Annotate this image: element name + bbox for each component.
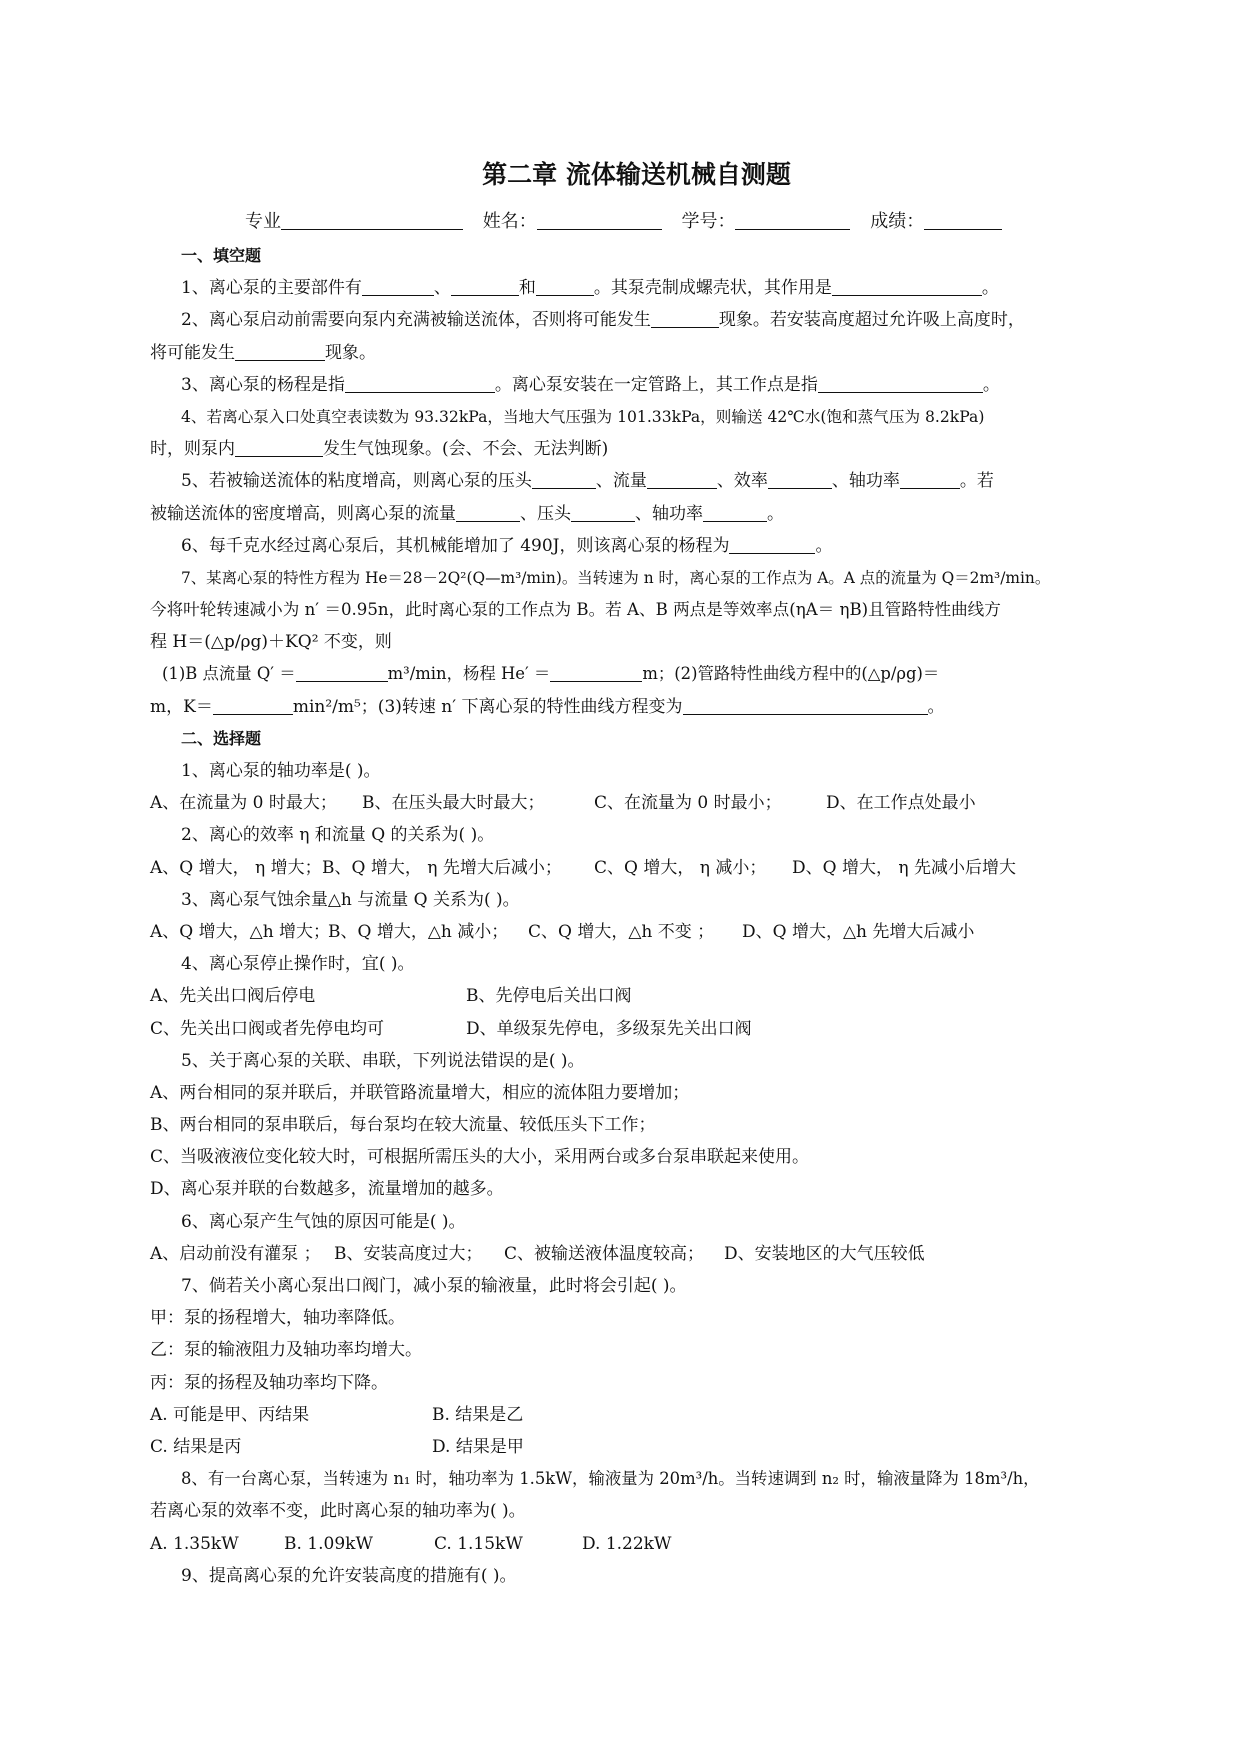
answer-blank[interactable] [703,504,767,522]
fill-q2 [150,304,1093,336]
answer-blank[interactable] [456,504,520,522]
score-label: 成绩： [870,211,925,232]
text: 现象。 [325,342,376,363]
answer-blank[interactable] [832,278,982,296]
fill-q7-sub2 [150,691,1093,723]
fill-q4-cont [150,433,1093,465]
option-b[interactable]: B、Q 增大， η 先增大后减小； [322,857,562,878]
student-id-blank[interactable] [735,210,850,230]
choice-q4: 4、离心泵停止操作时，宜( )。 [181,954,415,975]
option-c[interactable]: C、Q 增大， η 减小； [594,857,767,878]
student-id-field[interactable] [681,204,850,240]
text: 、压头 [520,503,571,524]
choice-q4-options-1 [150,980,1093,1012]
answer-blank[interactable] [729,536,815,554]
choice-q3: 3、离心泵气蚀余量△h 与流量 Q 关系为( )。 [181,889,520,910]
option-d[interactable]: D、在工作点处最小 [826,793,976,814]
fill-q7-sub1 [150,658,1093,690]
name-label: 姓名： [482,211,537,232]
option-b[interactable]: B. 1.09kW [284,1533,373,1554]
text: 今将叶轮转速减小为 n′ ＝0.95n，此时离心泵的工作点为 B。若 A、B 两点是等效率点(ηA＝ ηB)且管路特性曲线方 [150,600,1001,620]
fill-q7-cont1 [150,594,1093,626]
option-a[interactable]: A、先关出口阀后停电 [150,986,316,1007]
answer-blank[interactable] [532,471,596,489]
option-c[interactable]: C、先关出口阀或者先停电均可 [150,1018,385,1039]
option-a[interactable]: A、Q 增大， η 增大； [150,857,322,878]
statement-yi: 乙：泵的输液阻力及轴功率均增大。 [150,1340,422,1361]
text: m；(2)管路特性曲线方程中的(△p/ρg)＝ [642,664,940,684]
option-b[interactable]: B、两台相同的泵串联后，每台泵均在较大流量、较低压头下工作； [150,1115,656,1136]
answer-blank[interactable] [550,664,642,682]
text: 、轴功率 [635,503,703,524]
text: 1、离心泵的主要部件有 [181,278,362,299]
answer-blank[interactable] [683,697,928,715]
fill-q5-cont [150,498,1093,530]
option-c[interactable]: C. 1.15kW [434,1533,523,1554]
text: 5、若被输送流体的粘度增高，则离心泵的压头 [181,471,532,492]
choice-q7-options-1 [150,1399,1093,1431]
choice-q8-options [150,1528,1093,1560]
name-field[interactable] [483,204,662,240]
option-c[interactable]: C、被输送液体温度较高； [504,1243,705,1264]
fill-q7-cont2 [150,626,1093,658]
option-d[interactable]: D. 结果是甲 [432,1436,524,1457]
option-d[interactable]: D、离心泵并联的台数越多，流量增加的越多。 [150,1179,504,1200]
text: min²/m⁵；(3)转速 n′ 下离心泵的特性曲线方程变为 [292,696,683,717]
page-title: 第二章 流体输送机械自测题 [482,160,791,189]
text: 7、某离心泵的特性方程为 He＝28－2Q²(Q—m³/min)。当转速为 n 时，离心泵的工作点为 A。A 点的流量为 Q＝2m³/min。 [181,568,1051,587]
option-a[interactable]: A、两台相同的泵并联后，并联管路流量增大，相应的流体阻力要增加； [150,1082,690,1103]
student-id-label: 学号： [681,211,736,232]
major-label: 专业 [245,211,281,232]
text: 现象。若安装高度超过允许吸上高度时， [718,310,1025,331]
choice-q1: 1、离心泵的轴功率是( )。 [181,761,381,781]
choice-q9: 9、提高离心泵的允许安装高度的措施有( )。 [181,1565,517,1586]
option-c[interactable]: C、当吸液液位变化较大时，可根据所需压头的大小，采用两台或多台泵串联起来使用。 [150,1147,810,1168]
statement-bing: 丙：泵的扬程及轴功率均下降。 [150,1372,388,1393]
option-d[interactable]: D、Q 增大，△h 先增大后减小 [742,921,975,942]
option-a[interactable]: A、在流量为 0 时最大； [150,793,337,814]
fill-q2-cont [150,337,1093,369]
text: 。 [982,374,1000,395]
text: 6、每千克水经过离心泵后，其机械能增加了 490J，则该离心泵的杨程为 [181,535,730,556]
score-field[interactable] [870,204,1002,240]
choice-q2: 2、离心的效率 η 和流量 Q 的关系为( )。 [181,825,495,846]
text: 将可能发生 [150,342,235,363]
option-b[interactable]: B、先停电后关出口阀 [466,986,632,1007]
answer-blank[interactable] [536,278,594,296]
option-b[interactable]: B、在压头最大时最大； [362,793,545,814]
text: m³/min，杨程 He′ ＝ [387,664,551,684]
choice-q2-options [150,852,1093,884]
name-blank[interactable] [537,210,662,230]
text: (1)B 点流量 Q′ ＝ [162,664,296,684]
option-b[interactable]: B、Q 增大，△h 减小； [328,921,509,942]
section-heading-fill: 一、填空题 [181,246,262,265]
answer-blank[interactable] [818,375,983,393]
option-a[interactable]: A. 1.35kW [150,1533,239,1554]
option-b[interactable]: B、安装高度过大； [334,1243,483,1264]
choice-q1-options [150,787,1093,819]
answer-blank[interactable] [647,471,717,489]
fill-q4 [150,401,1093,433]
text: m，K＝ [150,696,213,717]
option-d[interactable]: D、单级泵先停电，多级泵先关出口阀 [466,1018,752,1039]
option-a[interactable]: A. 可能是甲、丙结果 [150,1404,310,1425]
choice-q5: 5、关于离心泵的关联、串联，下列说法错误的是( )。 [181,1050,585,1071]
student-info-line [150,204,1093,240]
question-body [150,240,1093,1592]
answer-blank[interactable] [235,343,325,361]
major-field[interactable] [245,204,463,240]
text: 。若 [959,471,994,492]
choice-q8-cont: 若离心泵的效率不变，此时离心泵的轴功率为( )。 [150,1501,526,1522]
text: 。 [981,278,999,299]
text: 。 [767,503,784,524]
text: 4、若离心泵入口处真空表读数为 93.32kPa，当地大气压强为 101.33kPa，则输送 42℃水(饱和蒸气压为 8.2kPa) [181,407,985,426]
choice-q7-options-2 [150,1431,1093,1463]
choice-q6: 6、离心泵产生气蚀的原因可能是( )。 [181,1211,466,1232]
answer-blank[interactable] [451,278,519,296]
text: 8、有一台离心泵，当转速为 n₁ 时，轴功率为 1.5kW，输液量为 20m³/h。当转速调到 n₂ 时，输液量降为 18m³/h， [181,1469,1040,1489]
answer-blank[interactable] [362,278,434,296]
text: 、 [433,278,451,299]
text: 、效率 [716,471,768,492]
fill-q1 [150,272,1093,304]
fill-q5 [150,465,1093,497]
answer-blank[interactable] [651,310,719,328]
answer-blank[interactable] [900,471,960,489]
answer-blank[interactable] [213,697,293,715]
text: 时，则泵内 [150,439,235,460]
answer-blank[interactable] [768,471,832,489]
section-heading-choice: 二、选择题 [181,728,262,748]
document-page [150,158,1093,1592]
statement-jia: 甲：泵的扬程增大，轴功率降低。 [150,1308,405,1329]
text: 2、离心泵启动前需要向泵内充满被输送流体，否则将可能发生 [181,310,651,331]
choice-q8 [150,1463,1093,1495]
text: 被输送流体的密度增高，则离心泵的流量 [150,503,456,524]
option-a[interactable]: A、启动前没有灌泵 ； [150,1243,321,1264]
answer-blank[interactable] [571,504,635,522]
text: 。离心泵安装在一定管路上，其工作点是指 [494,374,818,395]
option-c[interactable]: C、在流量为 0 时最小； [594,793,782,814]
text: 和 [518,278,536,299]
option-d[interactable]: D、安装地区的大气压较低 [724,1243,925,1264]
text: 、轴功率 [831,471,900,492]
answer-blank[interactable] [296,664,388,682]
answer-blank[interactable] [235,439,323,457]
fill-q3 [150,369,1093,401]
option-d[interactable]: D. 1.22kW [582,1533,672,1554]
choice-q6-options [150,1238,1093,1270]
text: 。 [815,535,833,556]
fill-q6 [150,530,1093,562]
answer-blank[interactable] [345,375,495,393]
text: 。其泵壳制成螺壳状，其作用是 [593,278,832,299]
text: 3、离心泵的杨程是指 [181,374,345,395]
fill-q7 [150,562,1093,594]
text: 程 H＝(△p/ρg)＋KQ² 不变，则 [150,632,392,653]
text: 发生气蚀现象。(会、不会、无法判断) [323,439,609,460]
option-c[interactable]: C、Q 增大，△h 不变 ； [528,921,715,942]
text: 、流量 [595,471,647,492]
option-d[interactable]: D、Q 增大， η 先减小后增大 [792,857,1016,878]
choice-q7: 7、倘若关小离心泵出口阀门，减小泵的输液量，此时将会引起( )。 [181,1276,687,1296]
choice-q4-options-2 [150,1013,1093,1045]
option-c[interactable]: C. 结果是丙 [150,1436,242,1457]
choice-q3-options [150,916,1093,948]
text: 。 [927,696,945,717]
major-blank[interactable] [281,210,463,230]
score-blank[interactable] [924,210,1002,230]
option-a[interactable]: A、Q 增大，△h 增大； [150,921,331,942]
option-b[interactable]: B. 结果是乙 [432,1404,524,1425]
